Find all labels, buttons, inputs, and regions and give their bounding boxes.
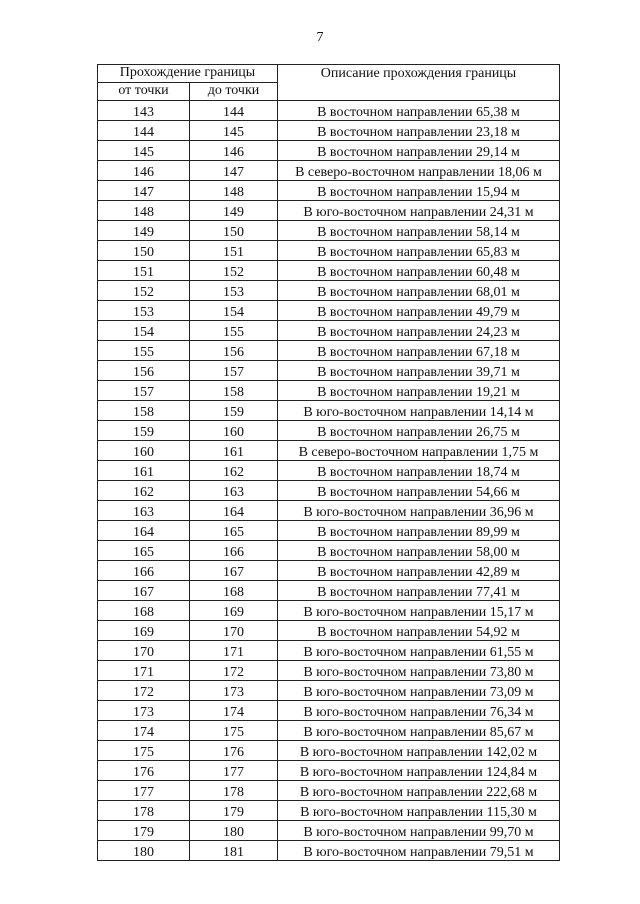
from-point-cell: 167 (98, 581, 190, 601)
description-cell: В восточном направлении 24,23 м (278, 321, 560, 341)
table-row (98, 221, 560, 241)
table-row (98, 541, 560, 561)
to-point-cell: 150 (190, 221, 278, 241)
from-point-cell: 144 (98, 121, 190, 141)
description-cell: В восточном направлении 15,94 м (278, 181, 560, 201)
from-point-cell: 163 (98, 501, 190, 521)
to-point-cell: 145 (190, 121, 278, 141)
description-cell: В восточном направлении 89,99 м (278, 521, 560, 541)
table-row (98, 321, 560, 341)
from-point-cell: 171 (98, 661, 190, 681)
description-cell: В юго-восточном направлении 15,17 м (278, 601, 560, 621)
to-point-cell: 180 (190, 821, 278, 841)
description-cell: В восточном направлении 65,38 м (278, 101, 560, 121)
from-point-cell: 154 (98, 321, 190, 341)
description-cell: В юго-восточном направлении 124,84 м (278, 761, 560, 781)
description-cell: В восточном направлении 29,14 м (278, 141, 560, 161)
to-point-cell: 156 (190, 341, 278, 361)
description-cell: В юго-восточном направлении 99,70 м (278, 821, 560, 841)
to-point-cell: 181 (190, 841, 278, 861)
description-cell: В юго-восточном направлении 142,02 м (278, 741, 560, 761)
table-row (98, 241, 560, 261)
to-point-cell: 161 (190, 441, 278, 461)
from-point-cell: 165 (98, 541, 190, 561)
table-row (98, 781, 560, 801)
description-cell: В восточном направлении 60,48 м (278, 261, 560, 281)
table-row (98, 441, 560, 461)
from-point-cell: 150 (98, 241, 190, 261)
table-row (98, 101, 560, 121)
description-cell: В восточном направлении 26,75 м (278, 421, 560, 441)
to-point-cell: 151 (190, 241, 278, 261)
description-cell: В восточном направлении 68,01 м (278, 281, 560, 301)
header-from-point: от точки (98, 83, 190, 101)
from-point-cell: 160 (98, 441, 190, 461)
description-cell: В юго-восточном направлении 76,34 м (278, 701, 560, 721)
from-point-cell: 158 (98, 401, 190, 421)
table-row (98, 821, 560, 841)
from-point-cell: 153 (98, 301, 190, 321)
from-point-cell: 161 (98, 461, 190, 481)
to-point-cell: 144 (190, 101, 278, 121)
table-row (98, 161, 560, 181)
page-number: 7 (316, 30, 324, 45)
description-cell: В восточном направлении 67,18 м (278, 341, 560, 361)
from-point-cell: 180 (98, 841, 190, 861)
to-point-cell: 164 (190, 501, 278, 521)
to-point-cell: 172 (190, 661, 278, 681)
to-point-cell: 162 (190, 461, 278, 481)
description-cell: В восточном направлении 23,18 м (278, 121, 560, 141)
table-row (98, 761, 560, 781)
description-cell: В восточном направлении 77,41 м (278, 581, 560, 601)
table-body (98, 101, 560, 861)
to-point-cell: 170 (190, 621, 278, 641)
from-point-cell: 152 (98, 281, 190, 301)
to-point-cell: 176 (190, 741, 278, 761)
from-point-cell: 164 (98, 521, 190, 541)
from-point-cell: 145 (98, 141, 190, 161)
table-row (98, 701, 560, 721)
to-point-cell: 178 (190, 781, 278, 801)
description-cell: В северо-восточном направлении 1,75 м (278, 441, 560, 461)
description-cell: В северо-восточном направлении 18,06 м (278, 161, 560, 181)
description-cell: В восточном направлении 54,66 м (278, 481, 560, 501)
description-cell: В юго-восточном направлении 24,31 м (278, 201, 560, 221)
to-point-cell: 175 (190, 721, 278, 741)
to-point-cell: 149 (190, 201, 278, 221)
description-cell: В юго-восточном направлении 36,96 м (278, 501, 560, 521)
table-row (98, 341, 560, 361)
description-cell: В восточном направлении 49,79 м (278, 301, 560, 321)
table-row (98, 561, 560, 581)
table-row (98, 481, 560, 501)
from-point-cell: 147 (98, 181, 190, 201)
table-row (98, 421, 560, 441)
from-point-cell: 175 (98, 741, 190, 761)
to-point-cell: 169 (190, 601, 278, 621)
from-point-cell: 176 (98, 761, 190, 781)
from-point-cell: 169 (98, 621, 190, 641)
header-boundary-passage: Прохождение границы (98, 65, 278, 83)
from-point-cell: 155 (98, 341, 190, 361)
description-cell: В юго-восточном направлении 79,51 м (278, 841, 560, 861)
table-row (98, 801, 560, 821)
to-point-cell: 159 (190, 401, 278, 421)
to-point-cell: 146 (190, 141, 278, 161)
from-point-cell: 170 (98, 641, 190, 661)
table-row (98, 261, 560, 281)
from-point-cell: 159 (98, 421, 190, 441)
table-row (98, 601, 560, 621)
table-row (98, 681, 560, 701)
table-row (98, 661, 560, 681)
description-cell: В юго-восточном направлении 14,14 м (278, 401, 560, 421)
header-to-point: до точки (190, 83, 278, 101)
to-point-cell: 173 (190, 681, 278, 701)
description-cell: В восточном направлении 18,74 м (278, 461, 560, 481)
to-point-cell: 152 (190, 261, 278, 281)
header-description: Описание прохождения границы (278, 65, 560, 101)
from-point-cell: 172 (98, 681, 190, 701)
from-point-cell: 151 (98, 261, 190, 281)
description-cell: В восточном направлении 65,83 м (278, 241, 560, 261)
to-point-cell: 160 (190, 421, 278, 441)
from-point-cell: 177 (98, 781, 190, 801)
to-point-cell: 177 (190, 761, 278, 781)
from-point-cell: 156 (98, 361, 190, 381)
table-row (98, 121, 560, 141)
from-point-cell: 168 (98, 601, 190, 621)
from-point-cell: 162 (98, 481, 190, 501)
table-row (98, 741, 560, 761)
to-point-cell: 148 (190, 181, 278, 201)
from-point-cell: 148 (98, 201, 190, 221)
table-row (98, 501, 560, 521)
from-point-cell: 179 (98, 821, 190, 841)
to-point-cell: 167 (190, 561, 278, 581)
to-point-cell: 165 (190, 521, 278, 541)
table-row (98, 621, 560, 641)
from-point-cell: 178 (98, 801, 190, 821)
to-point-cell: 153 (190, 281, 278, 301)
from-point-cell: 149 (98, 221, 190, 241)
description-cell: В юго-восточном направлении 115,30 м (278, 801, 560, 821)
table-row (98, 181, 560, 201)
description-cell: В восточном направлении 19,21 м (278, 381, 560, 401)
to-point-cell: 157 (190, 361, 278, 381)
table-row (98, 301, 560, 321)
description-cell: В восточном направлении 39,71 м (278, 361, 560, 381)
to-point-cell: 154 (190, 301, 278, 321)
table-header (98, 65, 560, 101)
description-cell: В восточном направлении 54,92 м (278, 621, 560, 641)
from-point-cell: 166 (98, 561, 190, 581)
description-cell: В восточном направлении 58,14 м (278, 221, 560, 241)
to-point-cell: 155 (190, 321, 278, 341)
description-cell: В юго-восточном направлении 73,80 м (278, 661, 560, 681)
description-cell: В юго-восточном направлении 222,68 м (278, 781, 560, 801)
to-point-cell: 158 (190, 381, 278, 401)
description-cell: В юго-восточном направлении 61,55 м (278, 641, 560, 661)
from-point-cell: 174 (98, 721, 190, 741)
boundary-table (97, 64, 560, 861)
table-row (98, 141, 560, 161)
table-row (98, 381, 560, 401)
table-row (98, 281, 560, 301)
description-cell: В восточном направлении 58,00 м (278, 541, 560, 561)
description-cell: В юго-восточном направлении 73,09 м (278, 681, 560, 701)
to-point-cell: 171 (190, 641, 278, 661)
table-row (98, 641, 560, 661)
to-point-cell: 168 (190, 581, 278, 601)
from-point-cell: 146 (98, 161, 190, 181)
table-row (98, 841, 560, 861)
to-point-cell: 166 (190, 541, 278, 561)
table-row (98, 461, 560, 481)
table-row (98, 521, 560, 541)
table-row (98, 401, 560, 421)
description-cell: В восточном направлении 42,89 м (278, 561, 560, 581)
table-row (98, 361, 560, 381)
from-point-cell: 157 (98, 381, 190, 401)
table-row (98, 721, 560, 741)
to-point-cell: 163 (190, 481, 278, 501)
table-row (98, 201, 560, 221)
description-cell: В юго-восточном направлении 85,67 м (278, 721, 560, 741)
to-point-cell: 179 (190, 801, 278, 821)
from-point-cell: 173 (98, 701, 190, 721)
from-point-cell: 143 (98, 101, 190, 121)
to-point-cell: 174 (190, 701, 278, 721)
to-point-cell: 147 (190, 161, 278, 181)
table-row (98, 581, 560, 601)
